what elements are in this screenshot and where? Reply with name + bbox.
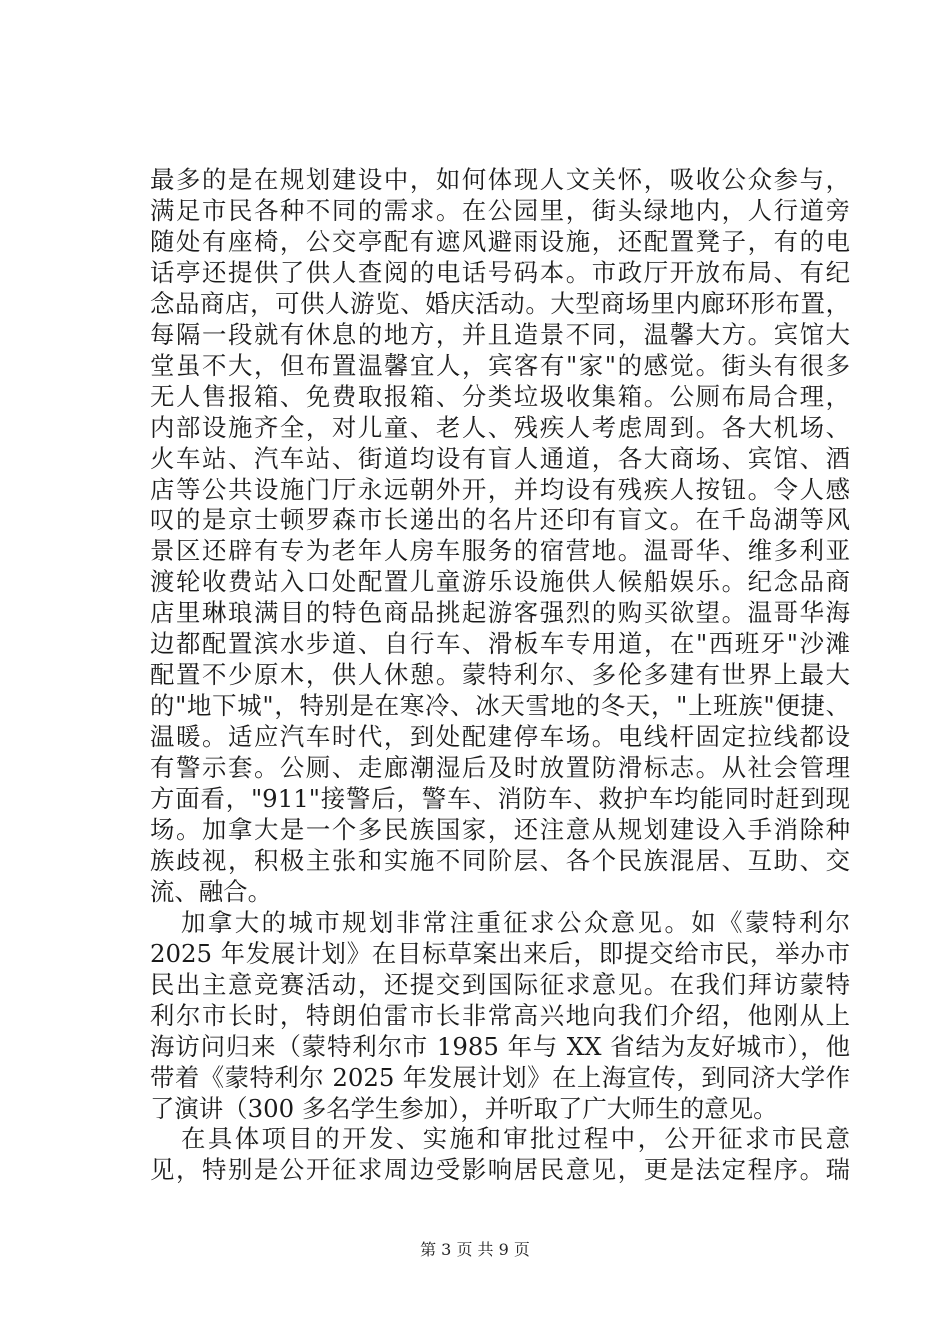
text-line: 每隔一段就有休息的地方，并且造景不同，温馨大方。宾馆大 [150, 319, 850, 349]
text-line: 随处有座椅，公交亭配有遮风避雨设施，还配置凳子，有的电 [150, 226, 850, 256]
paragraph-start-line: 加拿大的城市规划非常注重征求公众意见。如《蒙特利尔 [181, 907, 850, 937]
text-line: 有警示套。公厕、走廊潮湿后及时放置防滑标志。从社会管理 [150, 753, 850, 783]
text-line: 边都配置滨水步道、自行车、滑板车专用道，在"西班牙"沙滩 [150, 629, 850, 659]
text-line: 店等公共设施门厅永远朝外开，并均设有残疾人按钮。令人感 [150, 474, 850, 504]
text-line: 温暖。适应汽车时代，到处配建停车场。电线杆固定拉线都设 [150, 722, 850, 752]
text-line: 店里琳琅满目的特色商品挑起游客强烈的购买欲望。温哥华海 [150, 598, 850, 628]
text-line: 的"地下城"，特别是在寒冷、冰天雪地的冬天，"上班族"便捷、 [150, 691, 850, 721]
text-line: 内部设施齐全，对儿童、老人、残疾人考虑周到。各大机场、 [150, 412, 850, 442]
text-line: 配置不少原木，供人休憩。蒙特利尔、多伦多建有世界上最大 [150, 660, 850, 690]
text-line: 了演讲（300 多名学生参加），并听取了广大师生的意见。 [150, 1093, 778, 1123]
text-line: 族歧视，积极主张和实施不同阶层、各个民族混居、互助、交 [150, 845, 850, 875]
text-line: 话亭还提供了供人查阅的电话号码本。市政厅开放布局、有纪 [150, 257, 850, 287]
text-line: 最多的是在规划建设中，如何体现人文关怀，吸收公众参与， [150, 165, 850, 194]
page-footer: 第 3 页 共 9 页 [420, 1240, 530, 1259]
text-line: 渡轮收费站入口处配置儿童游乐设施供人候船娱乐。纪念品商 [150, 567, 850, 597]
text-line: 海访问归来（蒙特利尔市 1985 年与 XX 省结为友好城市），他 [150, 1031, 850, 1061]
text-line: 民出主意竞赛活动，还提交到国际征求意见。在我们拜访蒙特 [150, 969, 850, 999]
text-line: 火车站、汽车站、街道均设有盲人通道，各大商场、宾馆、酒 [150, 443, 850, 473]
text-line: 见，特别是公开征求周边受影响居民意见，更是法定程序。瑞 [150, 1155, 850, 1185]
text-line: 念品商店，可供人游览、婚庆活动。大型商场里内廊环形布置， [150, 288, 850, 318]
paragraph-start-line: 在具体项目的开发、实施和审批过程中，公开征求市民意 [181, 1124, 850, 1154]
text-line: 满足市民各种不同的需求。在公园里，街头绿地内，人行道旁 [150, 195, 850, 225]
text-line: 流、融合。 [150, 876, 272, 906]
text-line: 2025 年发展计划》在目标草案出来后，即提交给市民，举办市 [150, 938, 850, 968]
text-line: 堂虽不大，但布置温馨宜人，宾客有"家"的感觉。街头有很多 [150, 350, 850, 380]
text-line: 带着《蒙特利尔 2025 年发展计划》在上海宣传，到同济大学作 [150, 1062, 850, 1092]
text-line: 场。加拿大是一个多民族国家，还注意从规划建设入手消除种 [150, 814, 850, 844]
text-line: 景区还辟有专为老年人房车服务的宿营地。温哥华、维多利亚 [150, 536, 850, 566]
text-line: 方面看，"911"接警后，警车、消防车、救护车均能同时赶到现 [150, 784, 850, 813]
text-line: 利尔市长时，特朗伯雷市长非常高兴地向我们介绍，他刚从上 [150, 1000, 850, 1030]
text-line: 无人售报箱、免费取报箱、分类垃圾收集箱。公厕布局合理， [150, 381, 850, 411]
text-line: 叹的是京士顿罗森市长递出的名片还印有盲文。在千岛湖等风 [150, 505, 850, 535]
